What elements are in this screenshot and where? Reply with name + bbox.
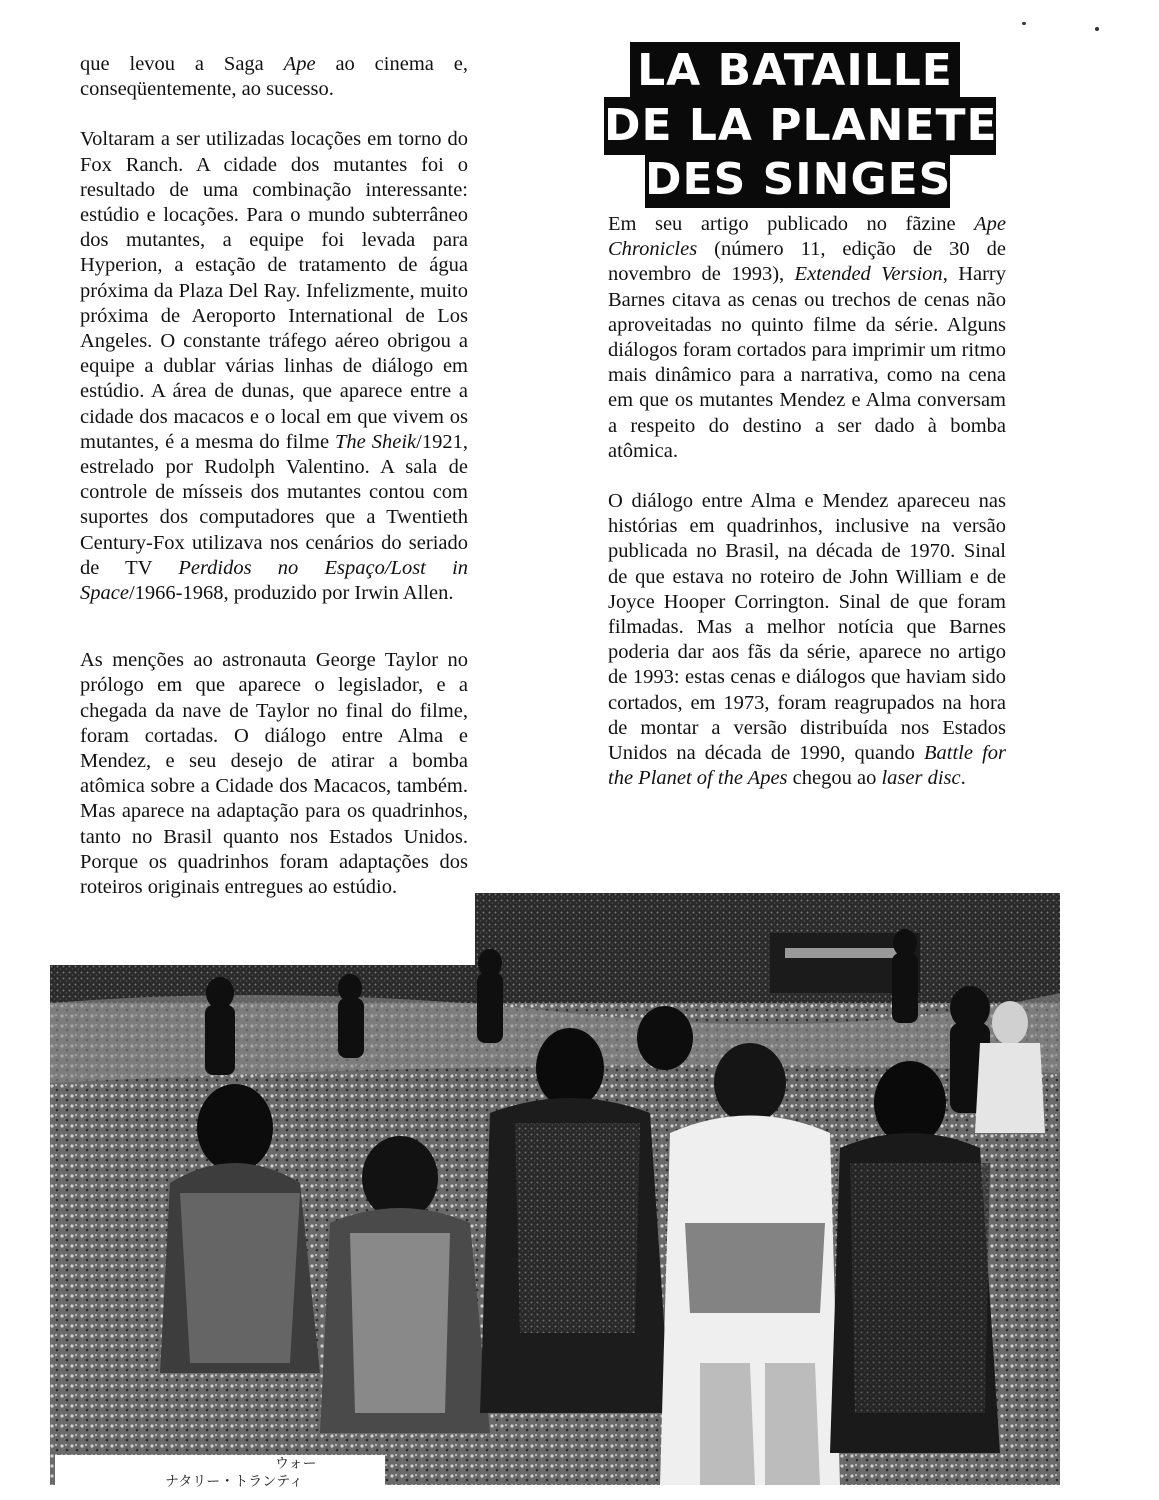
text-run: , Harry Barnes citava as cenas ou trechos de cenas não aproveitadas no quinto filme da série. Alguns diálogos foram cortados para imprimir um ritmo mais dinâmico para a narrativa, como na cena em que os mutantes Mendez e Alma conversam a respeito do destino a ser dado à bomba atômica. bbox=[608, 263, 1006, 462]
left-paragraph-1 bbox=[80, 52, 468, 102]
italic-title: Ape Chronicles bbox=[608, 213, 1006, 261]
headline-line-3: DES SINGES bbox=[645, 152, 950, 208]
scan-speck bbox=[1095, 27, 1099, 31]
italic-title: Ape bbox=[283, 53, 316, 75]
text-run: (número 11, edição de 30 de novembro de 1993), bbox=[608, 238, 1006, 286]
text-run: chegou ao bbox=[787, 767, 882, 790]
text-run: Em seu artigo publicado no fãzine bbox=[608, 213, 975, 235]
headline-line-2: DE LA PLANETE bbox=[604, 97, 996, 155]
photo-caption bbox=[55, 1455, 385, 1491]
photo-caption-line-1: ウォー bbox=[275, 1456, 317, 1472]
text-run: . bbox=[960, 767, 966, 790]
photo-caption-line-2: ナタリー・トランティ bbox=[165, 1474, 304, 1490]
right-text-column bbox=[608, 212, 1006, 816]
text-run: /1921, estrelado por Rudolph Valentino. A sala de controle de mísseis dos mutantes contou com suportes dos computadores que a Twentieth Century-Fox utilizava nos cenários do seriado de TV bbox=[80, 430, 468, 579]
text-run: O diálogo entre Alma e Mendez apareceu nas histórias em quadrinhos, inclusive na versão publicada no Brasil, na década de 1970. Sinal de que estava no roteiro de John William e de Joyce Hooper Corrington. Sinal de que foram filmadas. Mas a melhor notícia que Barnes poderia dar aos fãs da série, aparece no artigo de 1993: estas cenas e diálogos que haviam sido cortados, em 1973, foram reagrupados na hora de montar a versão distribuída nos Estados Unidos na década de 1990, quando bbox=[608, 490, 1006, 765]
scan-speck bbox=[1022, 22, 1026, 25]
italic-title: laser disc bbox=[881, 767, 961, 790]
text-run: que levou a Saga bbox=[80, 53, 284, 75]
italic-title: Extended Version bbox=[794, 263, 943, 286]
left-text-column bbox=[80, 52, 468, 925]
headline-line-1: LA BATAILLE bbox=[630, 42, 960, 100]
text-run: ao cinema e, conseqüentemente, ao sucesso. bbox=[80, 53, 468, 101]
left-paragraph-3 bbox=[80, 648, 468, 900]
right-paragraph-1 bbox=[608, 212, 1006, 464]
text-run: Voltaram a ser utilizadas locações em torno do Fox Ranch. A cidade dos mutantes foi o resultado de uma combinação interessante: estúdio e locações. Para o mundo subterrâneo dos mutantes, a equipe foi levada para Hyperion, a estação de tratamento de água próxima da Plaza Del Ray. Infelizmente, muito próxima de Aeroporto International de Los Angeles. O constante tráfego aéreo obrigou a equipe a dublar várias linhas de diálogo em estúdio. A área de dunas, que aparece entre a cidade dos macacos e o local em que vivem os mutantes, é a mesma do filme bbox=[80, 128, 468, 453]
text-run: As menções ao astronauta George Taylor no prólogo em que aparece o legislador, e a chegada da nave de Taylor no final do filme, foram cortadas. O diálogo entre Alma e Mendez, e seu desejo de atirar a bomba atômica sobre a Cidade dos Macacos, também. Mas aparece na adaptação para os quadrinhos, tanto no Brasil quanto nos Estados Unidos. Porque os quadrinhos foram adaptações dos roteiros originais entregues ao estúdio. bbox=[80, 649, 468, 899]
right-paragraph-2 bbox=[608, 489, 1006, 791]
italic-title: Battle for the Planet of the Apes bbox=[608, 742, 1006, 790]
film-still-illustration bbox=[50, 893, 1060, 1485]
film-still-photo bbox=[50, 893, 1060, 1485]
left-paragraph-2 bbox=[80, 127, 468, 606]
italic-title: Perdidos no Espaço/Lost in Space bbox=[80, 556, 469, 605]
text-run: /1966-1968, produzido por Irwin Allen. bbox=[128, 582, 454, 605]
italic-title: The Sheik bbox=[335, 430, 417, 453]
